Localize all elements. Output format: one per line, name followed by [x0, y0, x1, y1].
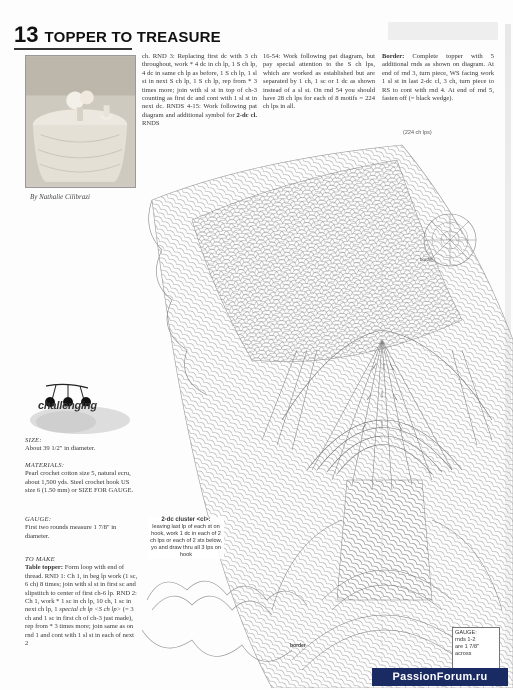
special-ch-lp-term: special ch lp <S ch lp> — [59, 606, 122, 614]
pattern-number: 13 — [14, 22, 39, 47]
size-section — [25, 437, 138, 454]
instructions-column-1 — [142, 53, 257, 129]
header-corner-mark — [388, 22, 498, 40]
difficulty-label: challenging — [38, 400, 97, 412]
site-watermark: PassionForum.ru — [372, 668, 508, 686]
photo-caption: By Nathalie Cilibrazi — [30, 193, 90, 201]
gauge-callout-line-2: are 1 7/8" — [455, 644, 480, 650]
border-label: border — [290, 643, 306, 649]
materials-text: Pearl crochet cotton size 5, natural ecru, about 1,500 yds. Steel crochet hook US size 6 (1.50 mm) or SIZE FOR GAUGE. — [25, 470, 134, 495]
instructions-col1-tail: RNDS — [142, 120, 160, 128]
pattern-title: TOPPER TO TREASURE — [44, 29, 221, 46]
instructions-column-2 — [263, 53, 375, 112]
header-rule — [14, 48, 132, 50]
topper-photo-image — [26, 56, 135, 187]
table-topper-heading: Table topper: — [25, 564, 64, 572]
instructions-column-3 — [382, 53, 494, 103]
cluster-legend-title: 2-dc cluster <cl>: — [161, 517, 211, 523]
gauge-section — [25, 516, 138, 541]
chain-loops-count-label: (224 ch lps) — [403, 130, 432, 136]
mini-border-label: border — [420, 257, 434, 262]
instructions-col2-text: 16-54: Work following pat diagram, but pay special attention to the S ch lps, which are worked as established but are separated by 1 ch, 1 sc or 1 dc as shown instead of a sl st. On rnd 54 you should have 28 ch lps for each of 8 motifs = 224 ch lps in all. — [263, 53, 375, 111]
instructions-col1-text: ch. RND 3: Replacing first dc with 3 ch throughout, work * 4 dc in ch lp, 1 S ch lp, 4 dc in same ch lp as before, 1 S ch lp, 1 sl st in next S ch lp, 1 S ch lp, rep from * 3 times more; join with sl st in top of ch-3 counting as first dc and cont with 1 sl st in next dc. RNDS 4-15: Work following pat diagram and additional symbol for — [142, 53, 257, 119]
gauge-text: First two rounds measure 1 7/8" in diameter. — [25, 524, 117, 540]
materials-heading: MATERIALS: — [25, 462, 65, 469]
instructions-col1-bold: 2-dc cl. — [236, 111, 257, 119]
border-heading: Border: — [382, 53, 405, 60]
size-text: About 39 1/2" in diameter. — [25, 445, 96, 453]
to-make-tail: (= 3 ch and 1 sc in first ch of ch-3 just made), rep from * 3 times more; join same as on rnd 1 and cont with 1 sl st in each of next 2 — [25, 606, 134, 648]
to-make-heading: TO MAKE — [25, 556, 56, 563]
instructions-col3-text: Complete topper with 5 additional rnds as shown on diagram. At end of rnd 3, turn piece, WS facing work 1 sl st in last 2-dc cl, 3 ch, turn piece to RS to cont with rnd 4. At end of rnd 5, fasten off (= black wedge). — [382, 53, 494, 103]
gauge-heading: GAUGE: — [25, 516, 52, 523]
to-make-text: Form loop with end of thread. RND 1: Ch 1, in beg lp work (1 sc, 6 ch) 8 times; join with sl st in first sc and slipstitch to center of first ch-6 lp. RND 2: Ch 1, work * 1 sc in ch lp, 10 ch, 1 sc in next ch lp, 1 — [25, 564, 138, 614]
cluster-stitch-legend — [148, 517, 224, 559]
gauge-callout-line-3: across — [455, 651, 472, 657]
topper-photo — [25, 55, 136, 188]
pattern-header — [14, 22, 221, 48]
cluster-legend-text: leaving last lp of each st on hook, work 1 dc in each of 2 ch lps or each of 2 sts below, yo and draw thru all 3 lps on hook — [150, 524, 222, 558]
gauge-callout-line-1: rnds 1-2 — [455, 637, 476, 643]
to-make-section — [25, 556, 138, 648]
materials-section — [25, 462, 138, 496]
gauge-callout-box — [452, 627, 500, 669]
size-heading: SIZE: — [25, 437, 42, 444]
to-make-body — [25, 564, 138, 648]
gauge-callout-title: GAUGE: — [455, 630, 477, 636]
